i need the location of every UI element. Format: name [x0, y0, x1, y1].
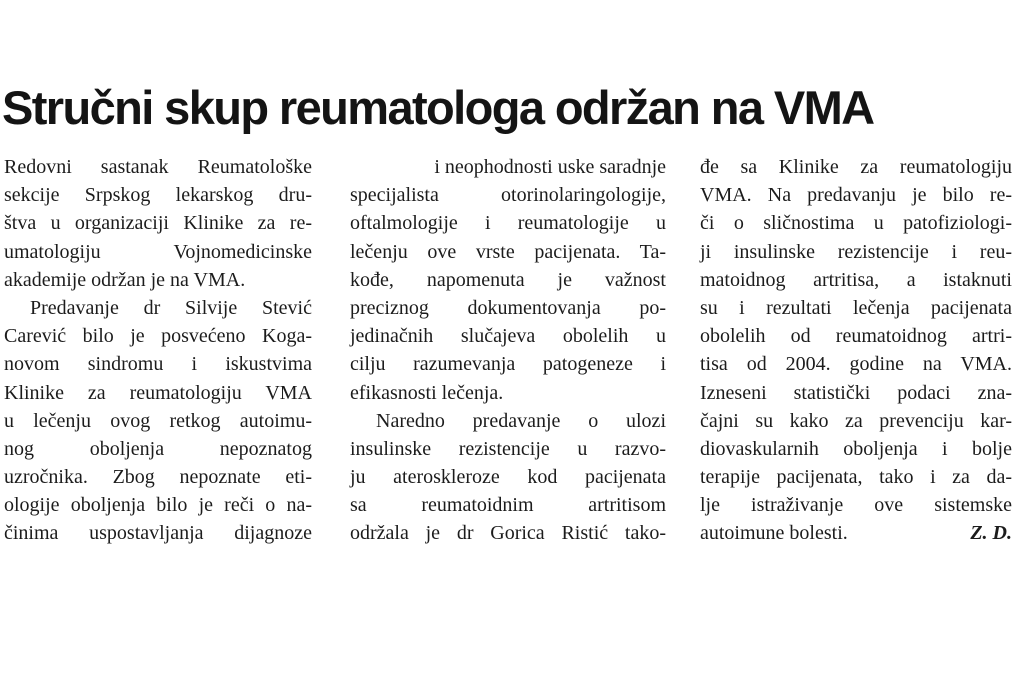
text-line: cilju razumevanja patogeneze i — [350, 353, 666, 376]
text-line: sa reumatoidnim artritisom — [350, 494, 666, 517]
author-signature: Z. D. — [970, 522, 1012, 545]
text-line: nog oboljenja nepoznatog — [4, 437, 312, 460]
text-line: autoimune bolesti. — [700, 522, 848, 545]
text-line: novom sindromu i iskustvima — [4, 353, 312, 376]
text-line: efikasnosti lečenja. — [350, 381, 504, 404]
text-line: uzročnika. Zbog nepoznate eti- — [4, 466, 312, 489]
text-line: Klinike za reumatologiju VMA — [4, 381, 312, 404]
text-line: preciznog dokumentovanja po- — [350, 296, 666, 319]
text-line: su i rezultati lečenja pacijenata — [700, 296, 1012, 319]
text-line: Redovni sastanak Reumatološke — [4, 156, 312, 178]
text-line: VMA. Na predavanju je bilo re- — [700, 184, 1012, 207]
text-line: Naredno predavanje o ulozi — [376, 409, 666, 432]
text-line: štva u organizaciji Klinike za re- — [4, 212, 312, 235]
article-column-1 — [4, 153, 312, 548]
text-line: jedinačnih slučajeva obolelih u — [350, 325, 666, 348]
text-line: činima uspostavljanja dijagnoze — [4, 522, 312, 545]
text-line: ju ateroskleroze kod pacijenata — [350, 466, 666, 489]
text-line: diovaskularnih oboljenja i bolje — [700, 437, 1012, 460]
text-line: terapije pacijenata, tako i za da- — [700, 466, 1012, 489]
text-line: đe sa Klinike za reumatologiju — [700, 156, 1012, 178]
text-line: Carević bilo je posvećeno Koga- — [4, 325, 312, 348]
text-line: i neophodnosti uske saradnje — [434, 156, 666, 178]
text-line: lečenju ove vrste pacijenata. Ta- — [350, 240, 666, 263]
text-line: umatologiju Vojnomedicinske — [4, 240, 312, 263]
text-line: čajni su kako za prevenciju kar- — [700, 409, 1012, 432]
text-line: insulinske rezistencije u razvo- — [350, 437, 666, 460]
text-line: matoidnog artritisa, a istaknuti — [700, 268, 1012, 291]
article-column-2 — [350, 153, 666, 548]
text-line: či o sličnostima u patofiziologi- — [700, 212, 1012, 235]
text-line: akademije održan je na VMA. — [4, 268, 246, 291]
text-line: ologije oboljenja bilo je reči o na- — [4, 494, 312, 517]
text-line: kođe, napomenuta je važnost — [350, 268, 666, 291]
text-line: ji insulinske rezistencije i reu- — [700, 240, 1012, 263]
article-headline: Stručni skup reumatologa održan na VMA — [2, 81, 874, 134]
text-line: tisa od 2004. godine na VMA. — [700, 353, 1012, 376]
text-line: lje istraživanje ove sistemske — [700, 494, 1012, 517]
article-column-3 — [700, 153, 1012, 548]
text-line: oftalmologije i reumatologije u — [350, 212, 666, 235]
text-line: specijalista otorinolaringologije, — [350, 184, 666, 207]
text-line: Predavanje dr Silvije Stević — [30, 296, 312, 319]
text-line: obolelih od reumatoidnog artri- — [700, 325, 1012, 348]
text-line: u lečenju ovog retkog autoimu- — [4, 409, 312, 432]
text-line: održala je dr Gorica Ristić tako- — [350, 522, 666, 545]
text-line: Izneseni statistički podaci zna- — [700, 381, 1012, 404]
closing-line — [700, 519, 1012, 547]
text-line: sekcije Srpskog lekarskog dru- — [4, 184, 312, 207]
